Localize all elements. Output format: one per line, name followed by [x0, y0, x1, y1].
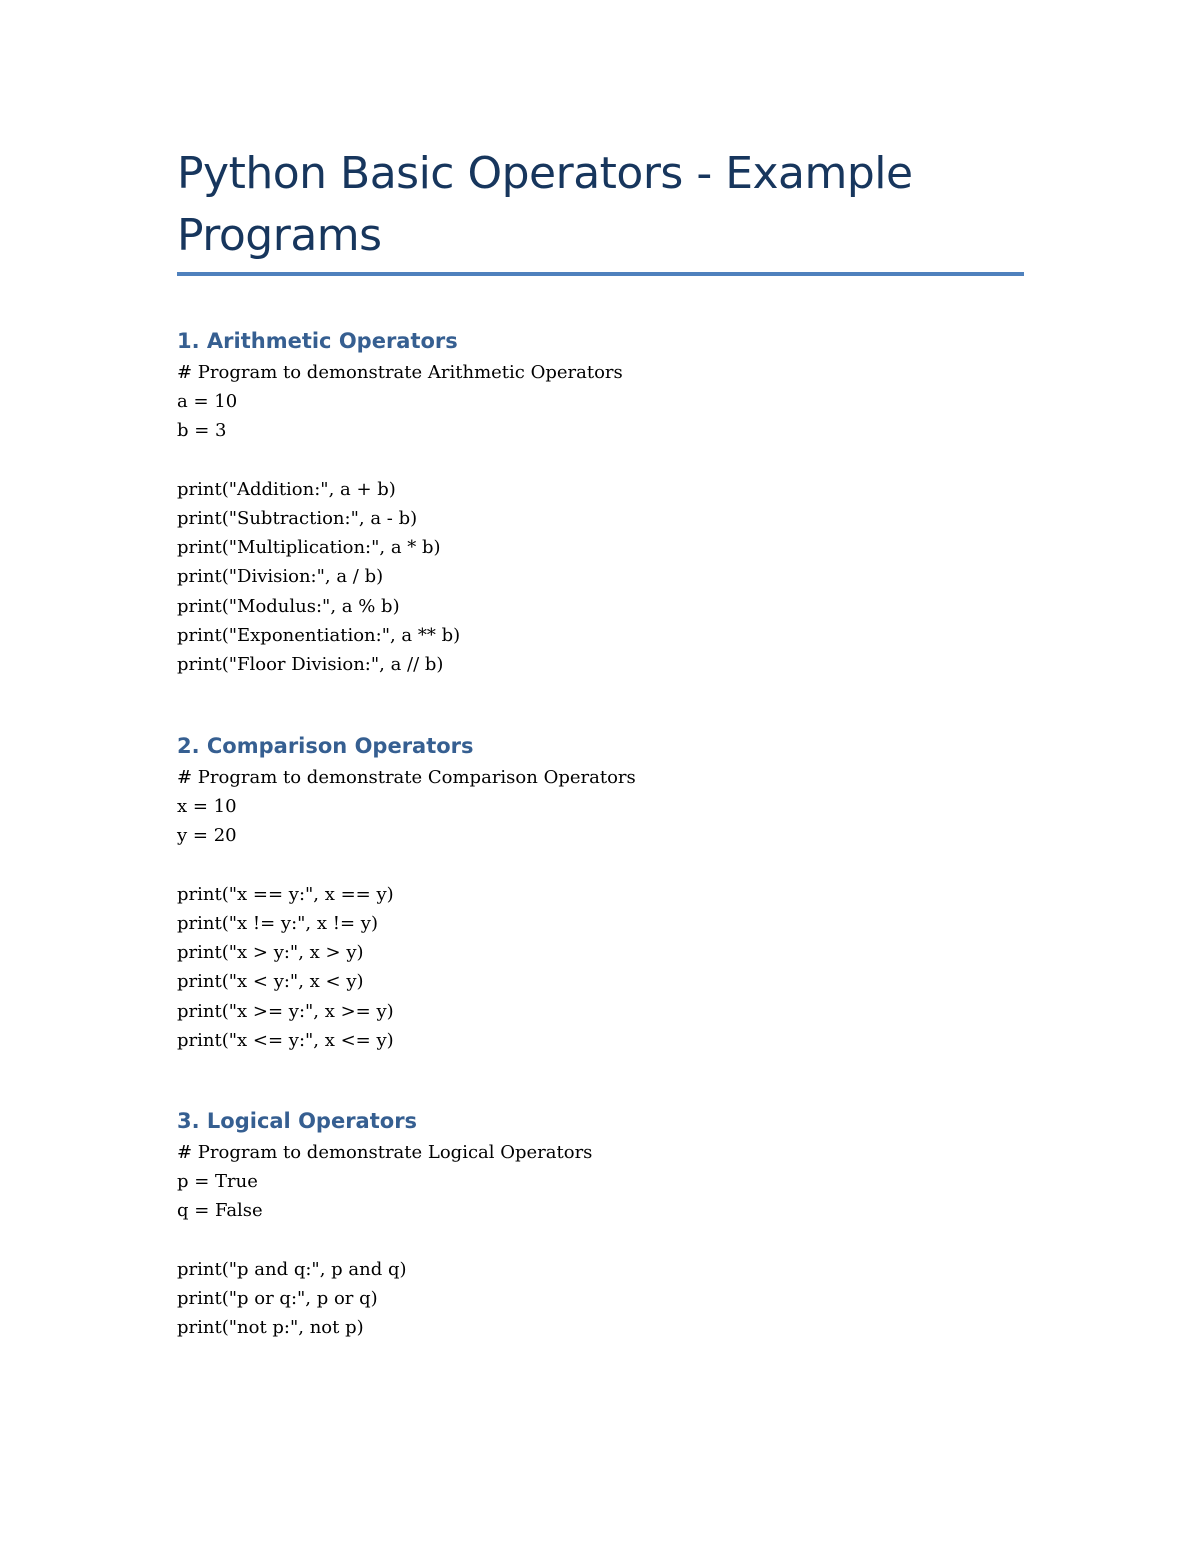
code-comment-line: # Program to demonstrate Arithmetic Operators	[177, 362, 623, 383]
code-print-line: print("x < y:", x < y)	[177, 971, 364, 993]
code-print-line: print("x != y:", x != y)	[177, 912, 378, 934]
code-print-line: print("x == y:", x == y)	[177, 883, 394, 905]
code-setup-line: q = False	[177, 1200, 263, 1222]
code-print-line: print("Multiplication:", a * b)	[177, 537, 441, 559]
code-print-line: print("not p:", not p)	[177, 1317, 364, 1339]
code-print-line: print("Addition:", a + b)	[177, 478, 396, 500]
code-print-line: print("x <= y:", x <= y)	[177, 1029, 394, 1051]
code-print-line: print("Division:", a / b)	[177, 566, 384, 588]
code-setup-line: x = 10	[177, 796, 237, 818]
code-print-line: print("p or q:", p or q)	[177, 1287, 378, 1309]
section-heading: 2. Comparison Operators	[177, 734, 474, 758]
code-comment-line: # Program to demonstrate Comparison Operators	[177, 767, 636, 788]
blank-line	[177, 851, 1023, 880]
code-setup-line: p = True	[177, 1171, 258, 1193]
code-setup-line: a = 10	[177, 391, 238, 413]
code-print-line: print("Modulus:", a % b)	[177, 595, 400, 617]
code-setup-line: y = 20	[177, 825, 237, 847]
code-print-line: print("Exponentiation:", a ** b)	[177, 624, 461, 646]
code-comment-line: # Program to demonstrate Logical Operators	[177, 1142, 593, 1163]
section-heading: 1. Arithmetic Operators	[177, 329, 458, 353]
code-print-line: print("p and q:", p and q)	[177, 1258, 407, 1280]
code-setup-line: b = 3	[177, 420, 227, 442]
section-comparison-operators	[177, 729, 1023, 1055]
code-print-line: print("Subtraction:", a - b)	[177, 507, 418, 529]
blank-line	[177, 446, 1023, 475]
code-print-line: print("x > y:", x > y)	[177, 942, 364, 964]
section-arithmetic-operators	[177, 324, 1023, 679]
title-underline-rule	[177, 272, 1024, 276]
section-heading: 3. Logical Operators	[177, 1109, 418, 1133]
page-title: Python Basic Operators - Example Programs	[177, 148, 913, 261]
code-print-line: print("x >= y:", x >= y)	[177, 1000, 394, 1022]
section-logical-operators	[177, 1104, 1023, 1342]
blank-line	[177, 1226, 1023, 1255]
code-print-line: print("Floor Division:", a // b)	[177, 653, 444, 675]
